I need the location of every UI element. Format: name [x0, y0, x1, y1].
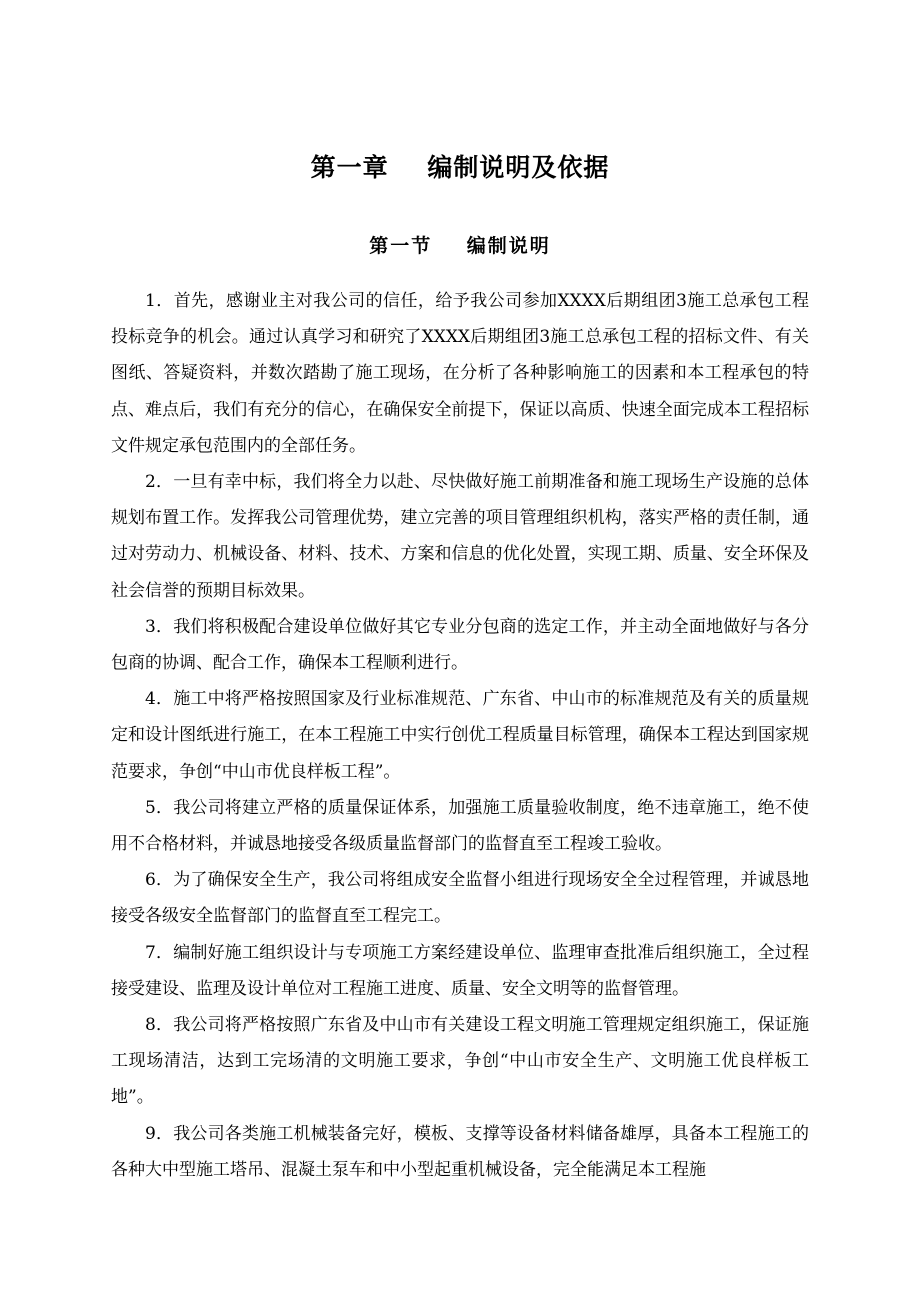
paragraph: 8．我公司将严格按照广东省及中山市有关建设工程文明施工管理规定组织施工，保证施工现场清洁，达到工完场清的文明施工要求，争创“中山市安全生产、文明施工优良样板工地”。 — [111, 1015, 809, 1108]
chapter-title: 第一章 编制说明及依据 — [310, 153, 610, 182]
section-title: 第一节 编制说明 — [369, 235, 551, 257]
paragraph: 6．为了确保安全生产，我公司将组成安全监督小组进行现场安全全过程管理，并诚恳地接受各级安全监督部门的监督直至工程完工。 — [111, 870, 809, 927]
paragraph: 5．我公司将建立严格的质量保证体系，加强施工质量验收制度，绝不违章施工，绝不使用不合格材料，并诚恳地接受各级质量监督部门的监督直至工程竣工验收。 — [111, 797, 809, 855]
paragraph: 1．首先，感谢业主对我公司的信任，给予我公司参加XXXX后期组团3施工总承包工程投标竞争的机会。通过认真学习和研究了XXXX后期组团3施工总承包工程的招标文件、有关图纸、答疑资料，并数次踏勘了施工现场，在分析了各种影响施工的因素和本工程承包的特点、难点后，我们有充分的信心，在确保安全前提下，保证以高质、快速全面完成本工程招标文件规定承包范围内的全部任务。 — [111, 291, 809, 456]
paragraph: 7．编制好施工组织设计与专项施工方案经建设单位、监理审查批准后组织施工，全过程接受建设、监理及设计单位对工程施工进度、质量、安全文明等的监督管理。 — [111, 942, 809, 999]
paragraph: 9．我公司各类施工机械装备完好，模板、支撑等设备材料储备雄厚，具备本工程施工的各种大中型施工塔吊、混凝土泵车和中小型起重机械设备，完全能满足本工程施 — [111, 1123, 809, 1180]
paragraph: 2．一旦有幸中标，我们将全力以赴、尽快做好施工前期准备和施工现场生产设施的总体规划布置工作。发挥我公司管理优势，建立完善的项目管理组织机构，落实严格的责任制，通过对劳动力、机械设备、材料、技术、方案和信息的优化处置，实现工期、质量、安全环保及社会信誉的预期目标效果。 — [111, 472, 809, 601]
body-text — [111, 283, 809, 1188]
paragraph: 4．施工中将严格按照国家及行业标准规范、广东省、中山市的标准规范及有关的质量规定和设计图纸进行施工，在本工程施工中实行创优工程质量目标管理，确保本工程达到国家规范要求，争创“中山市优良样板工程”。 — [111, 689, 809, 782]
paragraph: 3．我们将积极配合建设单位做好其它专业分包商的选定工作，并主动全面地做好与各分包商的协调、配合工作，确保本工程顺利进行。 — [111, 616, 809, 674]
